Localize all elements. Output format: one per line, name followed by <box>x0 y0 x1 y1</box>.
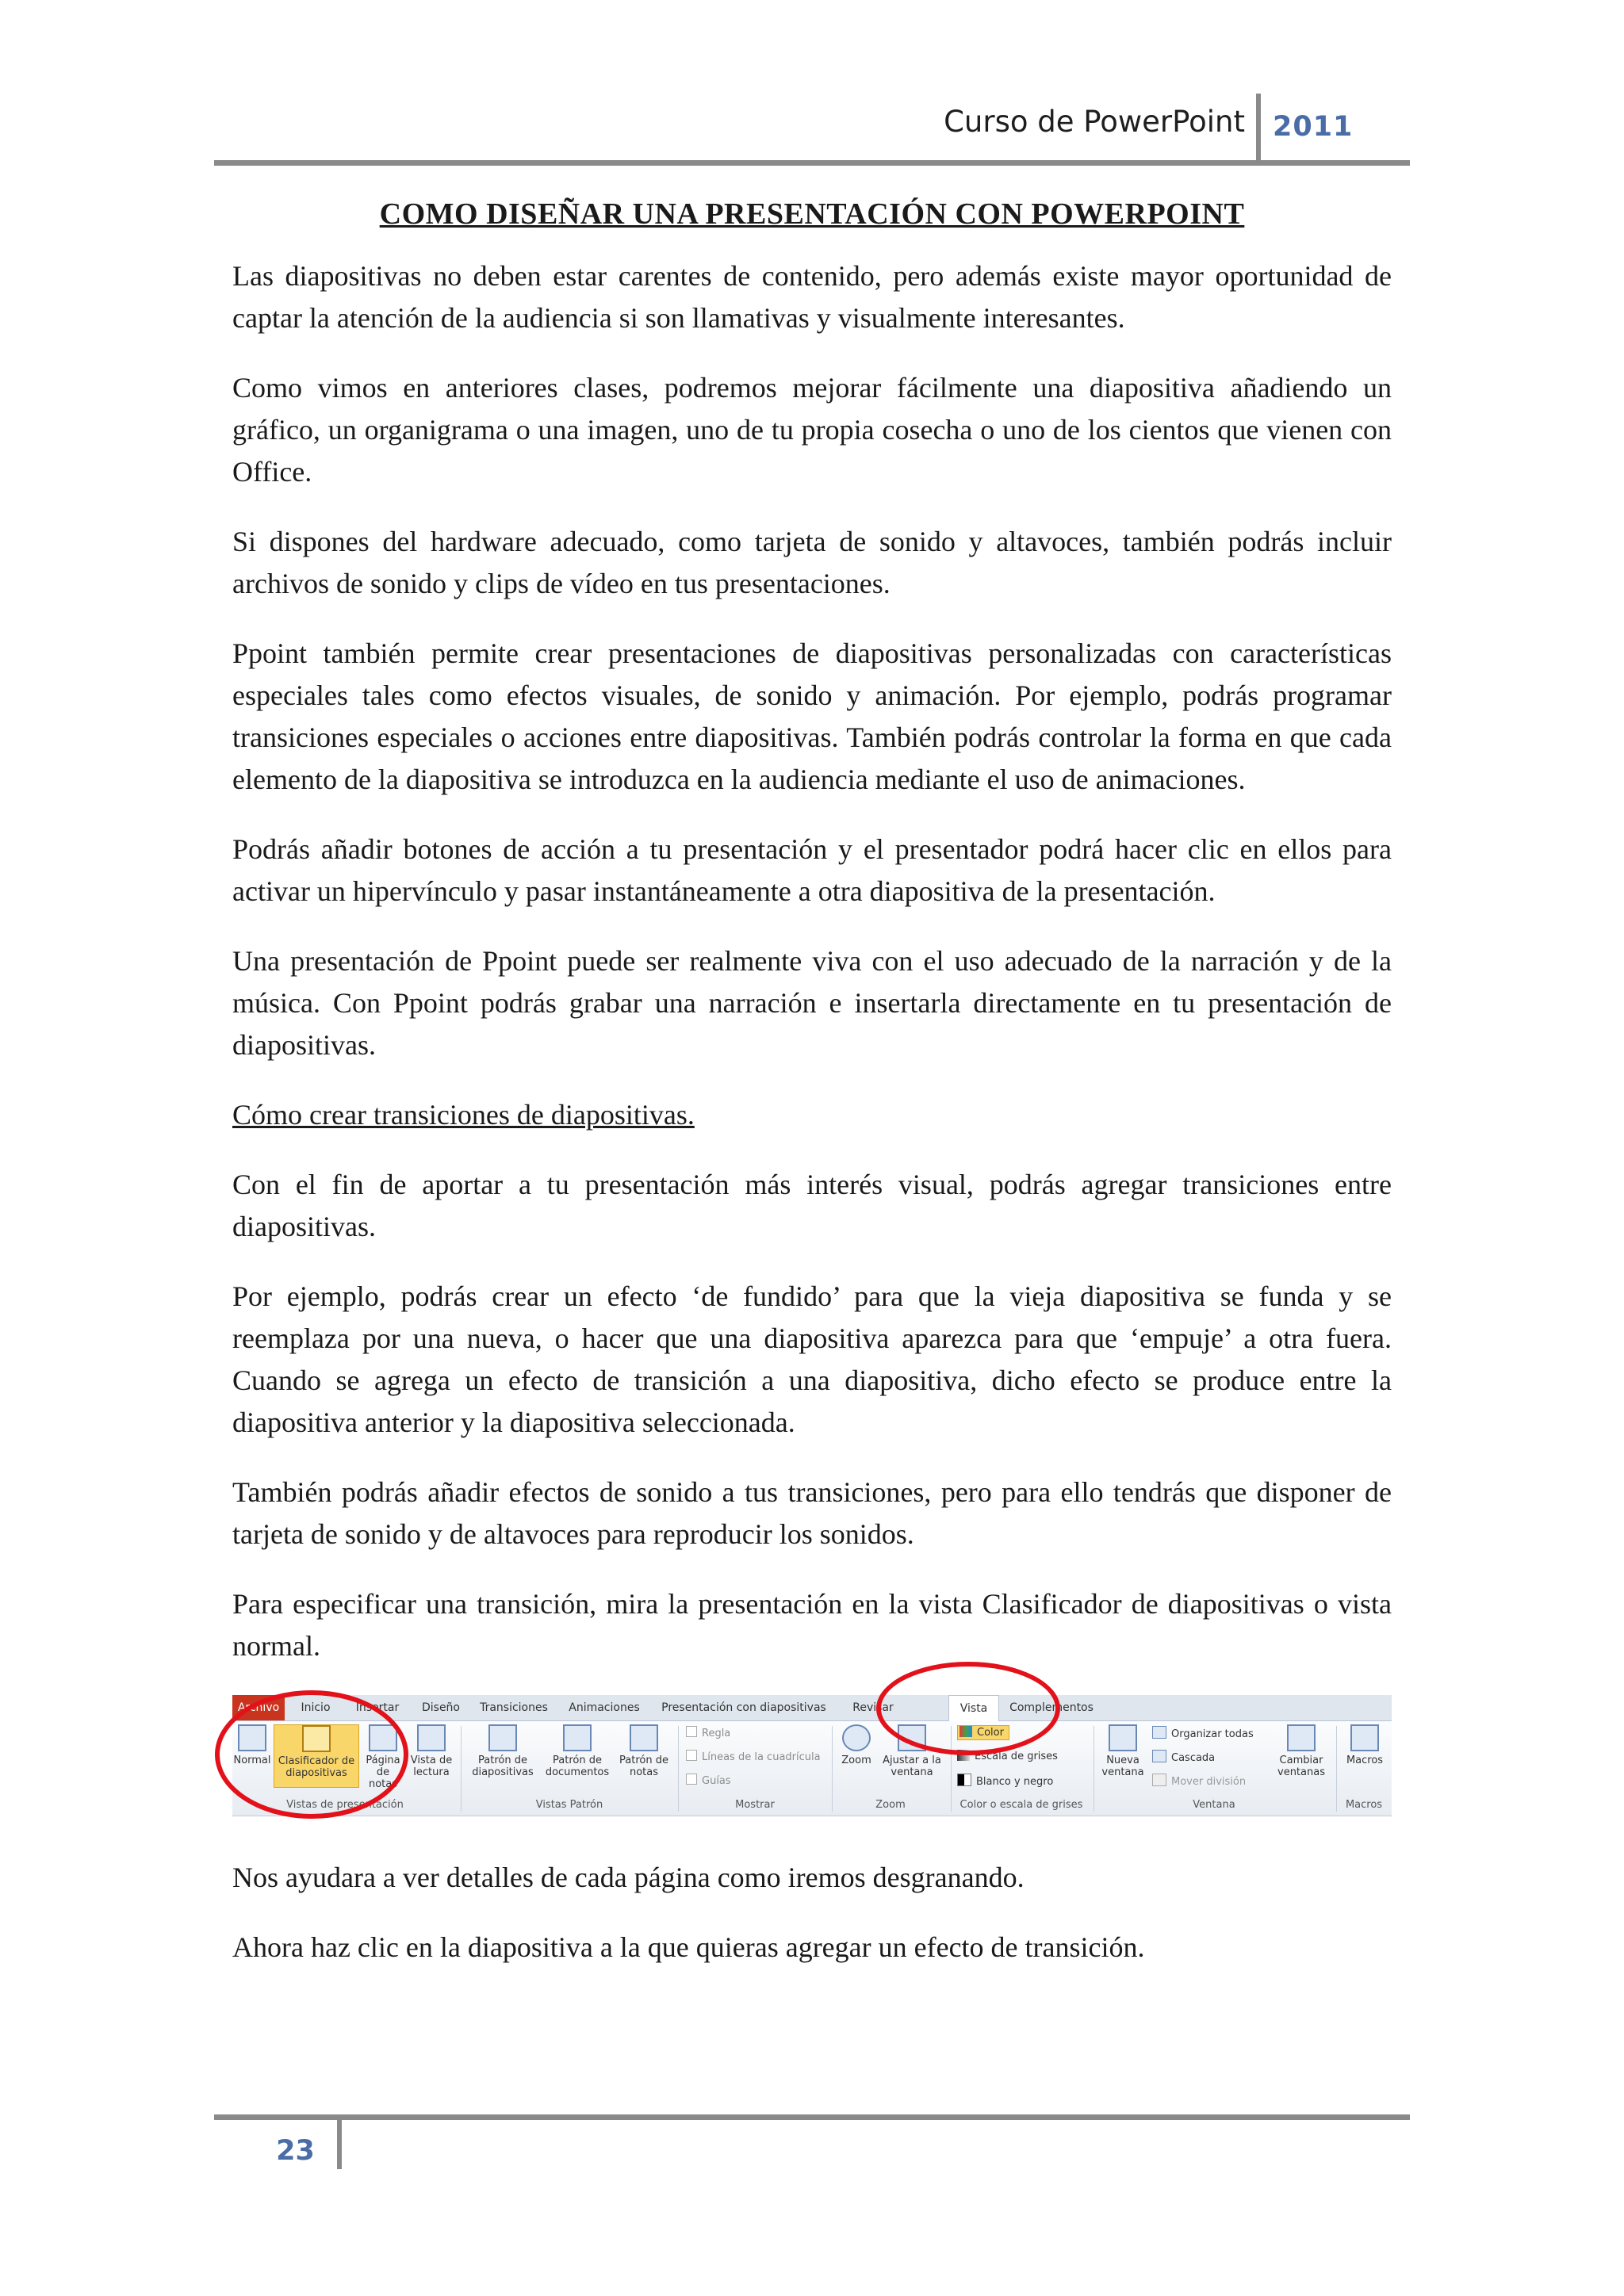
subheading: Cómo crear transiciones de diapositivas. <box>232 1099 695 1131</box>
highlight-circle-views <box>215 1690 408 1819</box>
button-label: Ajustar a la ventana <box>883 1755 941 1778</box>
group-label: Zoom <box>875 1799 906 1811</box>
macros-button[interactable] <box>1341 1724 1388 1788</box>
group-label: Color o escala de grises <box>959 1799 1083 1811</box>
paragraph: Ppoint también permite crear presentaciones de diapositivas personalizadas con características especiales tales como efectos visuales, de sonido y animación. Por ejemplo, podrás programar transiciones especiales o acciones entre diapositivas. También podrás controlar la forma en que cada elemento de la diapositiva se introduzca en la audiencia mediante el uso de animaciones. <box>232 637 1392 795</box>
group-label: Vistas de presentación <box>286 1799 404 1811</box>
paragraph: Ahora haz clic en la diapositiva a la que quieras agregar un efecto de transición. <box>232 1931 1145 1963</box>
arrange-all-icon <box>1152 1726 1166 1739</box>
new-window-button[interactable] <box>1098 1724 1147 1788</box>
button-label: Patrón de diapositivas <box>472 1755 534 1778</box>
notes-master-button[interactable] <box>616 1724 672 1788</box>
cascade-icon <box>1152 1750 1166 1762</box>
group-separator <box>678 1726 679 1812</box>
slide-master-button[interactable] <box>467 1724 538 1788</box>
button-label: Organizar todas <box>1171 1728 1254 1740</box>
cascade-button[interactable] <box>1152 1750 1215 1764</box>
button-label: Nueva ventana <box>1101 1755 1144 1778</box>
button-label: Patrón de documentos <box>545 1755 610 1778</box>
macros-icon <box>1350 1724 1379 1751</box>
group-separator <box>832 1726 833 1812</box>
button-label: Cambiar ventanas <box>1277 1755 1325 1778</box>
checkbox-label: Líneas de la cuadrícula <box>702 1751 821 1763</box>
paragraph: Nos ayudara a ver detalles de cada página como iremos desgranando. <box>232 1862 1025 1893</box>
move-split-button[interactable] <box>1152 1774 1246 1788</box>
black-white-button[interactable] <box>957 1774 1053 1788</box>
group-separator <box>1336 1726 1337 1812</box>
button-label: Página de notas <box>366 1755 400 1790</box>
notes-master-icon <box>630 1724 658 1751</box>
switch-windows-button[interactable] <box>1271 1724 1331 1788</box>
tab-animaciones[interactable]: Animaciones <box>569 1701 640 1714</box>
new-window-icon <box>1109 1724 1137 1751</box>
reading-view-button[interactable] <box>407 1724 456 1788</box>
button-label: Clasificador de diapositivas <box>278 1755 355 1779</box>
handout-master-icon <box>563 1724 592 1751</box>
button-label: Color <box>977 1727 1004 1739</box>
button-label: Patrón de notas <box>619 1755 668 1778</box>
zoom-icon <box>842 1724 871 1751</box>
header-divider <box>1256 94 1261 160</box>
handout-master-button[interactable] <box>542 1724 613 1788</box>
button-label: Escala de grises <box>975 1751 1058 1762</box>
paragraph: Una presentación de Ppoint puede ser realmente viva con el uso adecuado de la narración y de la música. Con Ppoint podrás grabar una narración e insertarla directamente en tu presentación de diapositivas. <box>232 945 1392 1061</box>
arrange-all-button[interactable] <box>1152 1726 1254 1740</box>
header-year: 2011 <box>1273 111 1354 143</box>
tab-archivo[interactable]: Archivo <box>232 1695 285 1720</box>
group-label: Ventana <box>1193 1799 1235 1811</box>
ribbon-panel <box>232 1721 1392 1816</box>
paragraph: Como vimos en anteriores clases, podremos mejorar fácilmente una diapositiva añadiendo un gráfico, un organigrama o una imagen, uno de tu propia cosecha o uno de los cientos que vienen con Office. <box>232 372 1392 488</box>
reading-view-icon <box>417 1724 446 1751</box>
tab-complementos[interactable]: Complementos <box>1009 1701 1094 1714</box>
button-label: Macros <box>1346 1755 1384 1766</box>
paragraph: Con el fin de aportar a tu presentación más interés visual, podrás agregar transiciones entre diapositivas. <box>232 1169 1392 1242</box>
checkbox-box <box>686 1726 697 1737</box>
tab-presentacion[interactable]: Presentación con diapositivas <box>661 1701 826 1714</box>
zoom-button[interactable] <box>837 1724 876 1788</box>
checkbox-box <box>686 1774 697 1785</box>
footer-rule <box>214 2114 1410 2120</box>
ruler-checkbox[interactable] <box>686 1726 730 1739</box>
button-label: Zoom <box>841 1755 871 1766</box>
header-rule <box>214 160 1410 166</box>
guides-checkbox[interactable] <box>686 1774 731 1787</box>
gridlines-checkbox[interactable] <box>686 1750 821 1763</box>
button-label: Mover división <box>1171 1776 1247 1788</box>
page-heading: COMO DISEÑAR UNA PRESENTACIÓN CON POWERPOINT <box>379 197 1245 231</box>
group-separator <box>461 1726 462 1812</box>
tab-diseno[interactable]: Diseño <box>421 1701 460 1714</box>
tab-insertar[interactable]: Insertar <box>355 1701 400 1714</box>
tab-inicio[interactable]: Inicio <box>301 1701 331 1714</box>
page-number: 23 <box>276 2135 315 2167</box>
switch-windows-icon <box>1287 1724 1316 1751</box>
header-title: Curso de PowerPoint <box>944 105 1245 139</box>
paragraph: Si dispones del hardware adecuado, como tarjeta de sonido y altavoces, también podrás incluir archivos de sonido y clips de vídeo en tus presentaciones. <box>232 526 1392 599</box>
group-label: Mostrar <box>735 1799 775 1811</box>
paragraph: Las diapositivas no deben estar carentes de contenido, pero además existe mayor oportunidad de captar la atención de la audiencia si son llamativas y visualmente interesantes. <box>232 260 1392 334</box>
highlight-circle-vista-tab <box>876 1662 1060 1755</box>
tab-transiciones[interactable]: Transiciones <box>480 1701 548 1714</box>
ribbon-tab-bar <box>232 1695 1392 1721</box>
group-label: Vistas Patrón <box>535 1799 603 1811</box>
button-label: Vista de lectura <box>410 1755 453 1778</box>
tab-revisar[interactable]: Revisar <box>852 1701 894 1714</box>
paragraph: Para especificar una transición, mira la presentación en la vista Clasificador de diapositivas o vista normal. <box>232 1588 1392 1662</box>
paragraph: También podrás añadir efectos de sonido a tus transiciones, pero para ello tendrás que disponer de tarjeta de sonido y de altavoces para reproducir los sonidos. <box>232 1476 1392 1550</box>
button-label: Blanco y negro <box>976 1776 1054 1788</box>
document-body <box>232 197 1392 1996</box>
button-label: Normal <box>233 1755 271 1766</box>
checkbox-label: Regla <box>702 1728 731 1739</box>
move-split-icon <box>1152 1774 1166 1786</box>
paragraph: Podrás añadir botones de acción a tu presentación y el presentador podrá hacer clic en ellos para activar un hipervínculo y pasar instantáneamente a otra diapositiva de la presentación. <box>232 833 1392 907</box>
black-white-icon <box>957 1774 971 1786</box>
slide-master-icon <box>488 1724 517 1751</box>
tab-vista[interactable]: Vista <box>948 1695 999 1722</box>
footer-divider <box>337 2120 342 2169</box>
group-label: Macros <box>1345 1799 1383 1811</box>
checkbox-box <box>686 1750 697 1761</box>
button-label: Cascada <box>1171 1752 1216 1764</box>
paragraph: Por ejemplo, podrás crear un efecto ‘de fundido’ para que la vieja diapositiva se funda y se reemplaza por una nueva, o hacer que una diapositiva aparezca para que ‘empuje’ a otra fuera. Cuando se agrega un efecto de transición a una diapositiva, dicho efecto se produce entre la diapositiva anterior y la diapositiva seleccionada. <box>232 1280 1392 1438</box>
ribbon-screenshot <box>232 1695 1392 1816</box>
checkbox-label: Guías <box>702 1775 731 1787</box>
